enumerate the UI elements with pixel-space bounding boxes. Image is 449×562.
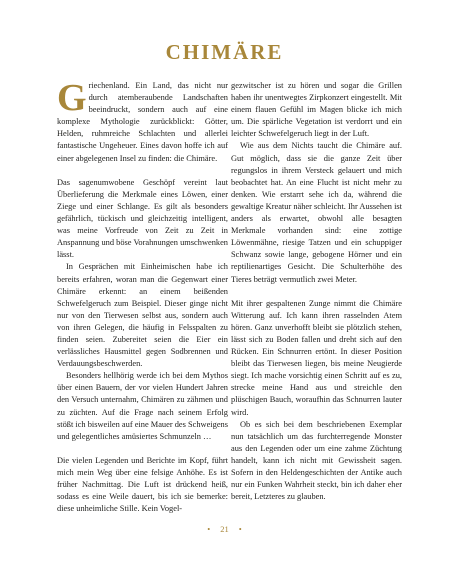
left-column [57,77,228,515]
paragraph: Mit ihrer gespaltenen Zunge nimmt die Chimäre Witterung auf. Ich kann ihren rasselnden Atem hören. Ganz unverhofft bleibt sie plötzlich stehen, lässt sich zu Boden fallen und dreht sich auf den Rücken. Ein Schnurren ertönt. In dieser Position bleibt das Tierwesen liegen, bis meine Neugierde siegt. Ich mache vorsichtig einen Schritt auf es zu, strecke meine Hand aus und streichle den plüschigen Bauch, woraufhin das Schnurren lauter wird. [231,298,402,417]
ornament-left: • [207,524,211,534]
paragraph: Die vielen Legenden und Berichte im Kopf, führt mich mein Weg über eine felsige Anhöhe. Es ist früher Nachmittag. Die Luft ist drückend heiß, sodass es eine Weile dauert, bis ich sie bemerke: diese unheimliche Stille. Kein Vogel- [57,455,228,514]
drop-cap: G [57,77,87,119]
paragraph: In Gesprächen mit Einheimischen habe ich bereits erfahren, woran man die Gegenwart einer Chimäre erkennt: an einem beißenden Schwefelgeruch zum Beispiel. Dieser ginge nicht nur von den Tierwesen selbst aus, sondern auch von ihren Gelegen, die häufig in Felsspalten zu finden seien. Zubereitet seien die Eier ein verlässliches Hausmittel gegen Sodbrennen und Verdauungsbeschwerden. [57,262,228,369]
paragraph: Ob es sich bei dem beschriebenen Exemplar nun tatsächlich um das furchterregende Monster aus den Legenden oder um eine zahme Züchtung handelt, kann ich nicht mit Gewissheit sagen. Sofern in den Heldengeschichten der Antike auch nur ein Funken Wahrheit steckt, bin ich daher eher bereit, Letzteres zu glauben. [231,419,402,502]
page-title: CHIMÄRE [165,40,284,64]
paragraph [57,77,228,165]
page-number-text: 21 [220,524,229,534]
paragraph: Wie aus dem Nichts taucht die Chimäre auf. Gut möglich, dass sie die ganze Zeit über regungslos in ihrem Versteck gelauert und mich beobachtet hat. An eine Flucht ist nicht mehr zu denken. Wie erstarrt sehe ich da, während die gewaltige Kreatur näher schleicht. Ihr Aussehen ist anders als erwartet, obwohl alle besagten Merkmale vorhanden sind: eine zottige Löwenmähne, riesige Tatzen und ein schuppiger Schwanz sowie lange, gebogene Hörner und ein reptilienartiges Gesicht. Die Schulterhöhe des Tieres beträgt vermutlich zwei Meter. [231,141,402,284]
paragraph-text: riechenland. Ein Land, das nicht nur durch atemberaubende Landschaften beeindruckt, sondern auch auf eine komplexe Mythologie zurückblickt: Götter, Helden, ruhmreiche Schlachten und allerlei fantastische Ungeheuer. Eines davon hoffe ich auf einer abgelegenen Insel zu finden: die Chimäre. [57,81,228,163]
paragraph: Das sagenumwobene Geschöpf vereint laut Überlieferung die Merkmale eines Löwen, einer Ziege und einer Schlange. Es gilt als besonders gefährlich, tückisch und gleichzeitig intelligent, was meine Vorfreude von Zeit zu Zeit in Anspannung und böse Vorahnungen umschwenken lässt. [57,177,228,260]
page-number [0,524,449,534]
paragraph: Besonders hellhörig werde ich bei dem Mythos über einen Bauern, der vor vielen Hundert Jahren den Versuch unternahm, Chimären zu zähmen und zu züchten. Auf die Frage nach seinem Erfolg stößt ich bisweilen auf eine Mauer des Schweigens und gelegentliches amüsiertes Schmunzeln … [57,371,228,441]
right-column [231,80,402,503]
ornament-right: • [238,524,242,534]
paragraph: gezwitscher ist zu hören und sogar die Grillen haben ihr unentwegtes Zirpkonzert eingestellt. Mit einem flauen Gefühl im Magen blicke ich mich um. Die spärliche Vegetation ist verdorrt und ein leichter Schwefelgeruch liegt in der Luft. [231,81,402,139]
